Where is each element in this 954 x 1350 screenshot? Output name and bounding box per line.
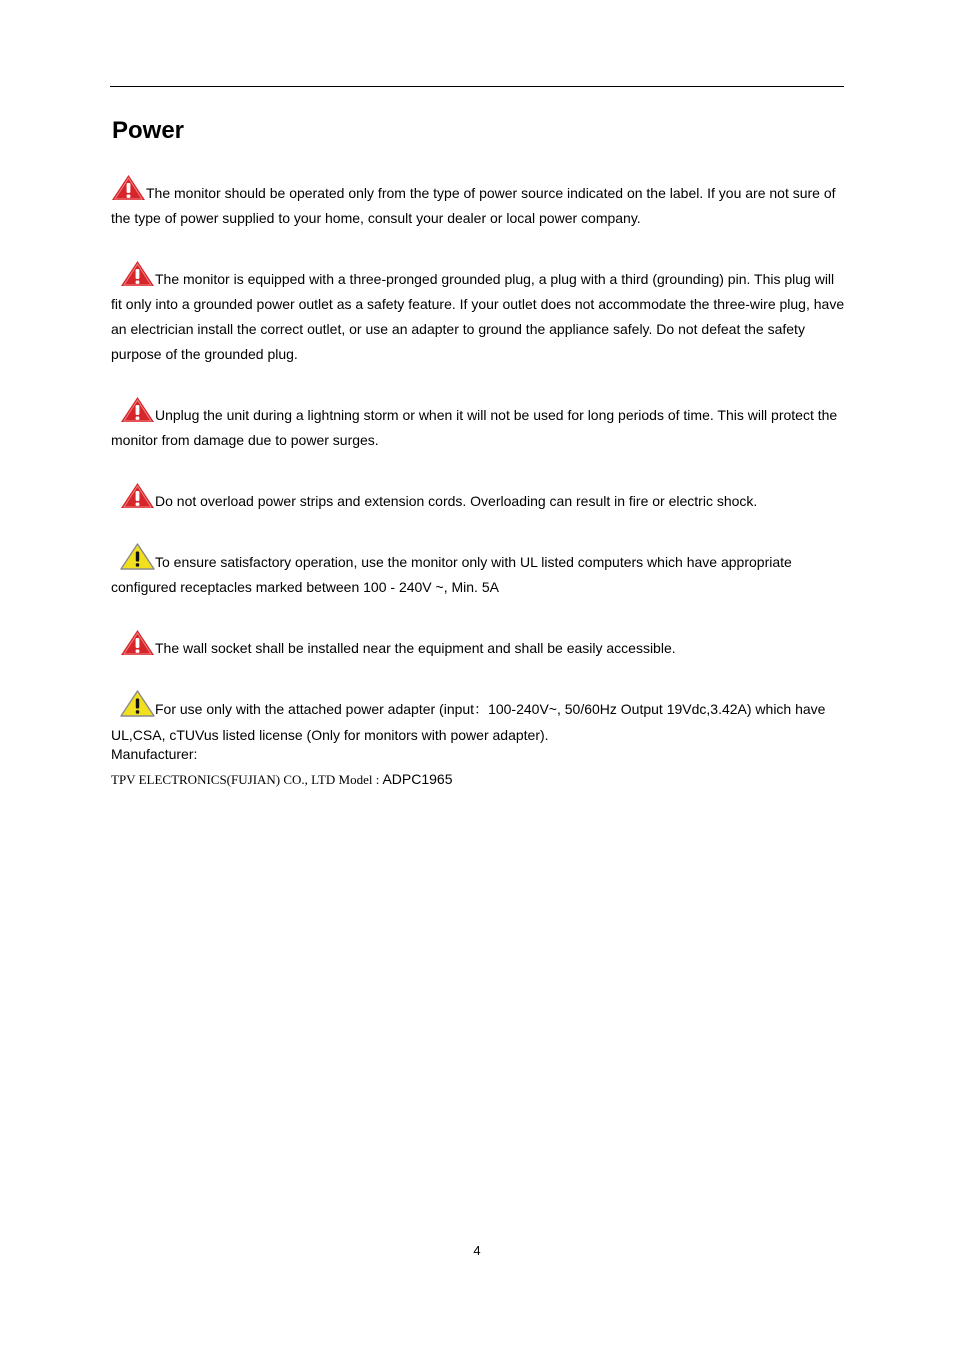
warning-text-2: The monitor is equipped with a three-pronged grounded plug, a plug with a third (grounding) pin. This plug will fit only into a grounded power outlet as a safety feature. If your outlet does not accommodate the three-wire plug, have an electrician install the correct outlet, or use an adapter to ground the appliance safely. Do not defeat the safety purpose of the grounded plug. [111, 271, 845, 362]
warning-paragraph-6 [111, 629, 847, 661]
caution-warning-icon [120, 543, 155, 570]
danger-warning-icon [120, 629, 155, 656]
warning-text-3: Unplug the unit during a lightning storm or when it will not be used for long periods of time. This will protect the monitor from damage due to power surges. [111, 407, 838, 448]
warning-paragraph-4 [111, 482, 847, 514]
danger-warning-icon [120, 396, 155, 423]
warning-paragraph-2 [111, 260, 847, 367]
warning-text-7: For use only with the attached power adapter (input：100-240V~, 50/60Hz Output 19Vdc,3.42A) which have UL,CSA, cTUVus listed license (Only for monitors with power adapter). [111, 701, 826, 743]
caution-warning-icon [120, 690, 155, 717]
warning-text-1: The monitor should be operated only from the type of power source indicated on the label. If you are not sure of the type of power supplied to your home, consult your dealer or local power company. [111, 185, 836, 226]
warning-paragraph-1 [111, 174, 847, 231]
warning-text-6: The wall socket shall be installed near the equipment and shall be easily accessible. [155, 640, 676, 656]
warning-text-5: To ensure satisfactory operation, use the monitor only with UL listed computers which have appropriate configured receptacles marked between 100 - 240V ~, Min. 5A [111, 554, 792, 595]
page-title: Power [112, 117, 185, 144]
manufacturer-label: Manufacturer: [111, 746, 198, 762]
manufacturer-model: ADPC1965 [379, 771, 453, 787]
manufacturer-line [111, 767, 453, 792]
page-number: 4 [473, 1243, 481, 1258]
manufacturer-name: TPV ELECTRONICS(FUJIAN) CO., LTD Model : [111, 772, 380, 787]
warning-text-4: Do not overload power strips and extension cords. Overloading can result in fire or electric shock. [155, 493, 758, 509]
header-rule [110, 86, 844, 87]
warning-paragraph-7 [111, 690, 847, 748]
danger-warning-icon [111, 174, 146, 201]
warning-paragraph-5 [111, 543, 847, 600]
danger-warning-icon [120, 260, 155, 287]
warning-paragraph-3 [111, 396, 847, 453]
danger-warning-icon [120, 482, 155, 509]
